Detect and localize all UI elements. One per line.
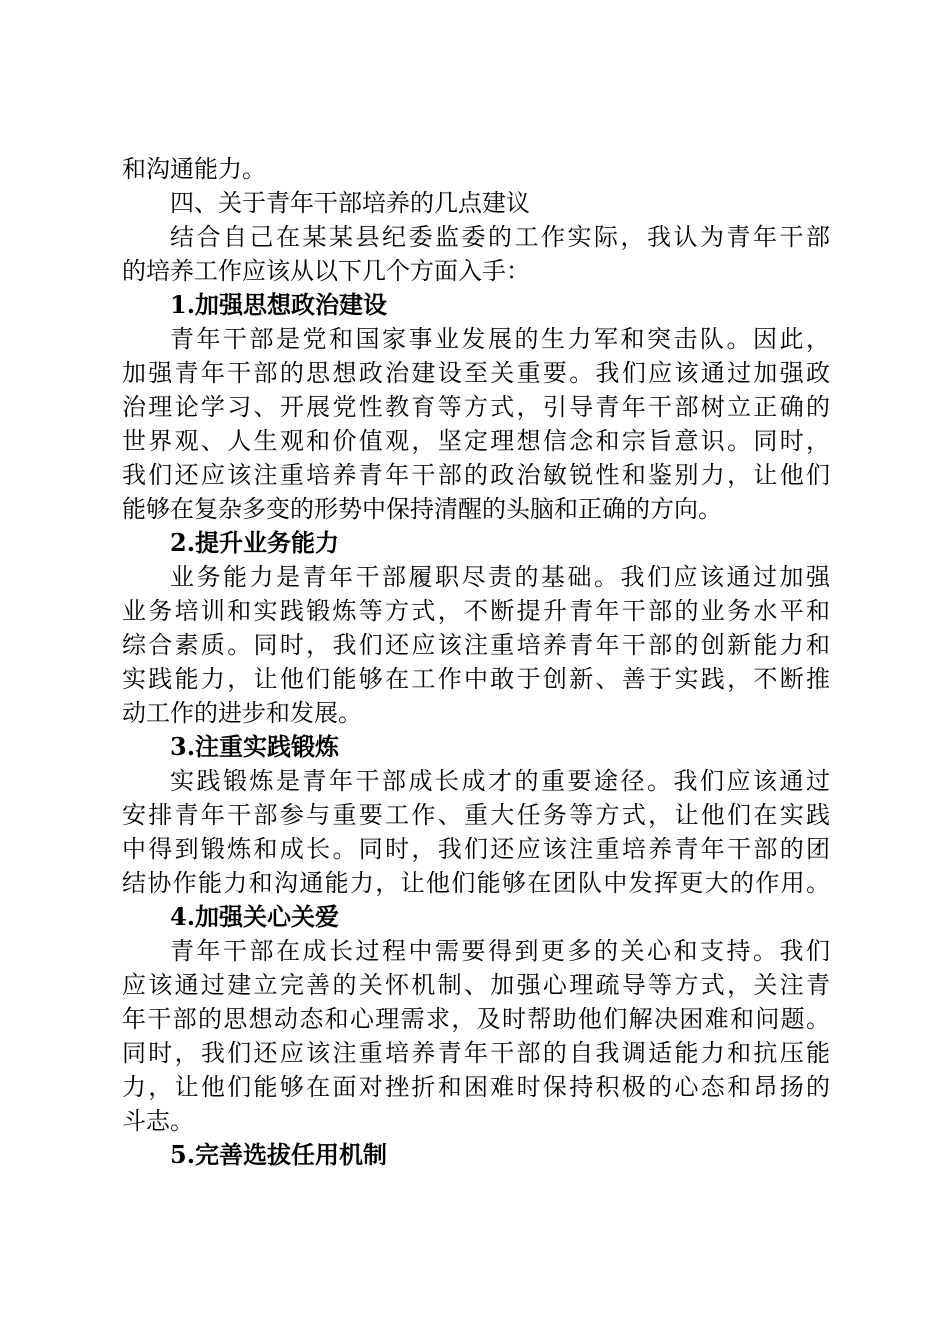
- paragraph-line: 业务能力是青年干部履职尽责的基础。我们应该通过加强: [170, 563, 830, 591]
- paragraph-line: 动工作的进步和发展。: [122, 699, 362, 727]
- paragraph-line: 应该通过建立完善的关怀机制、加强心理疏导等方式，关注青: [122, 971, 830, 999]
- paragraph-line: 世界观、人生观和价值观，坚定理想信念和宗旨意识。同时，: [122, 427, 830, 455]
- paragraph-line: 实践锻炼是青年干部成长成才的重要途径。我们应该通过: [170, 767, 830, 795]
- subsection-heading: 2.提升业务能力: [170, 528, 340, 557]
- paragraph-line: 和沟通能力。: [122, 155, 266, 183]
- subsection-heading: 4.加强关心关爱: [170, 902, 340, 931]
- paragraph-line: 安排青年干部参与重要工作、重大任务等方式，让他们在实践: [122, 801, 830, 829]
- paragraph-line: 同时，我们还应该注重培养青年干部的自我调适能力和抗压能: [122, 1039, 830, 1067]
- paragraph-line: 加强青年干部的思想政治建设至关重要。我们应该通过加强政: [122, 359, 830, 387]
- paragraph-line: 结合自己在某某县纪委监委的工作实际，我认为青年干部: [170, 223, 830, 251]
- paragraph-line: 业务培训和实践锻炼等方式，不断提升青年干部的业务水平和: [122, 597, 830, 625]
- paragraph-line: 治理论学习、开展党性教育等方式，引导青年干部树立正确的: [122, 393, 830, 421]
- paragraph-line: 的培养工作应该从以下几个方面入手：: [122, 257, 530, 285]
- subsection-heading: 5.完善选拔任用机制: [170, 1140, 388, 1169]
- section-heading: 四、关于青年干部培养的几点建议: [170, 189, 530, 217]
- paragraph-line: 综合素质。同时，我们还应该注重培养青年干部的创新能力和: [122, 631, 830, 659]
- paragraph-line: 年干部的思想动态和心理需求，及时帮助他们解决困难和问题。: [122, 1005, 830, 1033]
- paragraph-line: 我们还应该注重培养青年干部的政治敏锐性和鉴别力，让他们: [122, 461, 830, 489]
- paragraph-line: 斗志。: [122, 1107, 194, 1135]
- document-body: [122, 152, 830, 1172]
- subsection-heading: 3.注重实践锻炼: [170, 732, 340, 761]
- paragraph-line: 青年干部是党和国家事业发展的生力军和突击队。因此，: [170, 325, 830, 353]
- paragraph-line: 结协作能力和沟通能力，让他们能够在团队中发挥更大的作用。: [122, 869, 830, 897]
- paragraph-line: 能够在复杂多变的形势中保持清醒的头脑和正确的方向。: [122, 495, 722, 523]
- paragraph-line: 实践能力，让他们能够在工作中敢于创新、善于实践，不断推: [122, 665, 830, 693]
- subsection-heading: 1.加强思想政治建设: [170, 290, 388, 319]
- paragraph-line: 力，让他们能够在面对挫折和困难时保持积极的心态和昂扬的: [122, 1073, 830, 1101]
- paragraph-line: 青年干部在成长过程中需要得到更多的关心和支持。我们: [170, 937, 830, 965]
- paragraph-line: 中得到锻炼和成长。同时，我们还应该注重培养青年干部的团: [122, 835, 830, 863]
